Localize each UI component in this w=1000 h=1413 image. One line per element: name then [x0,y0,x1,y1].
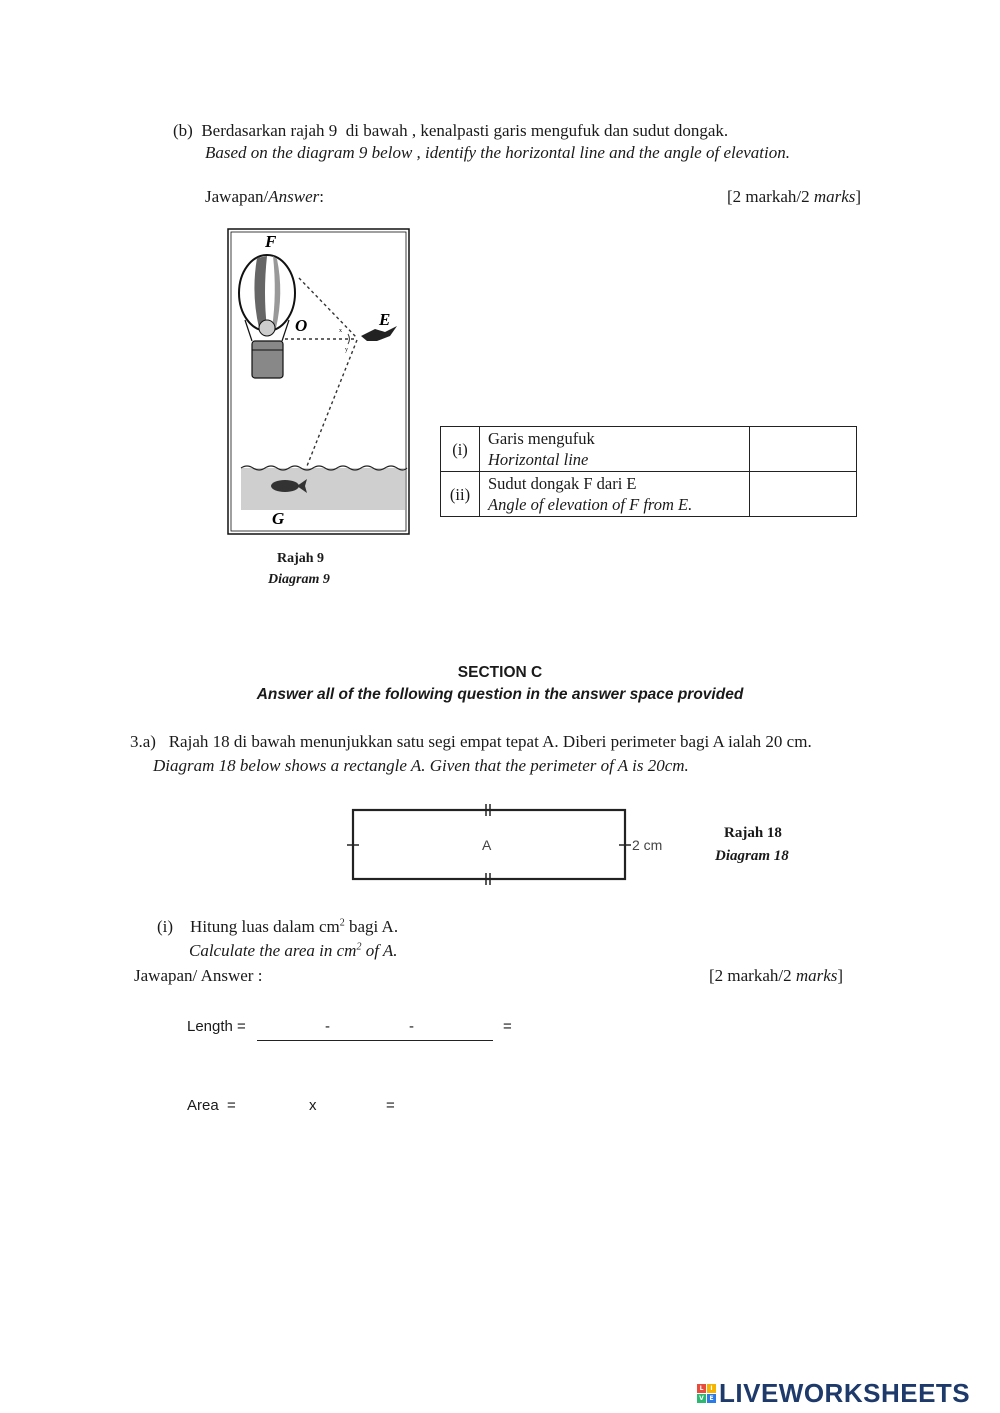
answer-cell-ii[interactable] [750,472,857,517]
row-question-en: Horizontal line [488,450,589,469]
answer-cell-i[interactable] [750,427,857,472]
section-c-title: SECTION C [457,664,543,681]
caption-diagram-9: Diagram 9 [268,572,330,587]
part-i-ms-suffix: bagi A. [344,917,399,936]
answer-label-ms: Jawapan/ [205,187,269,206]
area-input-1[interactable] [246,1097,308,1116]
diagram-18-rectangle [345,800,675,890]
answer-label-en: Answer [268,187,320,206]
part-i-ms [157,917,398,937]
caption-diagram-18: Diagram 18 [715,848,789,864]
length-label: Length = [187,1018,246,1035]
row-question [480,427,750,472]
part-i-en [189,941,398,961]
length-result-input[interactable] [518,1018,612,1037]
answer-label-c: Jawapan/ Answer : [134,966,263,985]
label-a: A [482,837,492,853]
part-i-en-text: Calculate the area in cm [189,941,357,960]
length-input-2[interactable] [336,1018,408,1037]
marks-prefix: [2 markah/2 [727,187,814,206]
part-i-en-suffix: of A. [361,941,398,960]
minus-sign-2: - [409,1018,414,1035]
question-3a-en: Diagram 18 below shows a rectangle A. Given that the perimeter of A is 20cm. [153,756,689,775]
table-row [441,427,857,472]
times-sign: x [309,1097,317,1114]
row-number: (i) [441,427,480,472]
row-number: (ii) [441,472,480,517]
side-length-label: 2 cm [632,837,663,853]
row-question-ms: Sudut dongak F dari E [488,474,637,493]
marks-prefix: [2 markah/2 [709,966,796,985]
logo-text: LIVEWORKSHEETS [719,1378,971,1408]
answer-label-b [205,187,324,207]
area-result-input[interactable] [400,1097,494,1116]
area-label: Area = [187,1097,236,1114]
row-question [480,472,750,517]
question-3a-ms: 3.a) Rajah 18 di bawah menunjukkan satu segi empat tepat A. Diberi perimeter bagi A ialah 20 cm. [130,732,812,751]
label-x: x [339,328,342,334]
liveworksheets-logo[interactable] [697,1378,970,1409]
question-b-ms: (b) Berdasarkan rajah 9 di bawah , kenalpasti garis mengufuk dan sudut dongak. [173,121,729,140]
caption-rajah-18: Rajah 18 [724,825,782,841]
label-o: O [295,316,308,335]
answer-colon: : [319,187,324,206]
marks-word: marks [795,966,838,985]
logo-block: L [697,1384,706,1393]
row-question-en: Angle of elevation of F from E. [488,495,693,514]
part-i-en-sup: 2 [356,941,362,953]
part-i-ms-sup: 2 [339,917,345,929]
marks-suffix: ] [855,187,862,206]
marks-c [709,966,843,986]
logo-block: I [707,1384,716,1393]
answer-table-b [440,426,857,517]
length-input-3[interactable] [420,1018,494,1037]
label-f: F [265,232,277,251]
length-input-1[interactable] [262,1018,324,1037]
area-equals: = [386,1097,395,1114]
caption-rajah-9: Rajah 9 [277,551,325,566]
label-y: y [345,347,348,353]
minus-sign-1: - [325,1018,330,1035]
sea-area [241,468,405,510]
section-c-subtitle: Answer all of the following question in the answer space provided [256,686,744,703]
table-row [441,472,857,517]
marks-suffix: ] [837,966,844,985]
label-e: E [379,310,391,329]
question-b-en: Based on the diagram 9 below , identify the horizontal line and the angle of elevation. [205,143,790,162]
marks-b [727,187,861,207]
row-question-ms: Garis mengufuk [488,429,595,448]
logo-block: V [697,1394,706,1403]
part-i-ms-text: (i) Hitung luas dalam cm [157,917,340,936]
marks-word: marks [813,187,856,206]
area-input-2[interactable] [322,1097,384,1116]
label-g: G [272,509,285,528]
logo-blocks-icon [697,1384,716,1403]
logo-block: E [707,1394,716,1403]
length-equals: = [503,1018,512,1035]
length-underline [257,1040,493,1041]
diagram-9 [227,228,411,536]
